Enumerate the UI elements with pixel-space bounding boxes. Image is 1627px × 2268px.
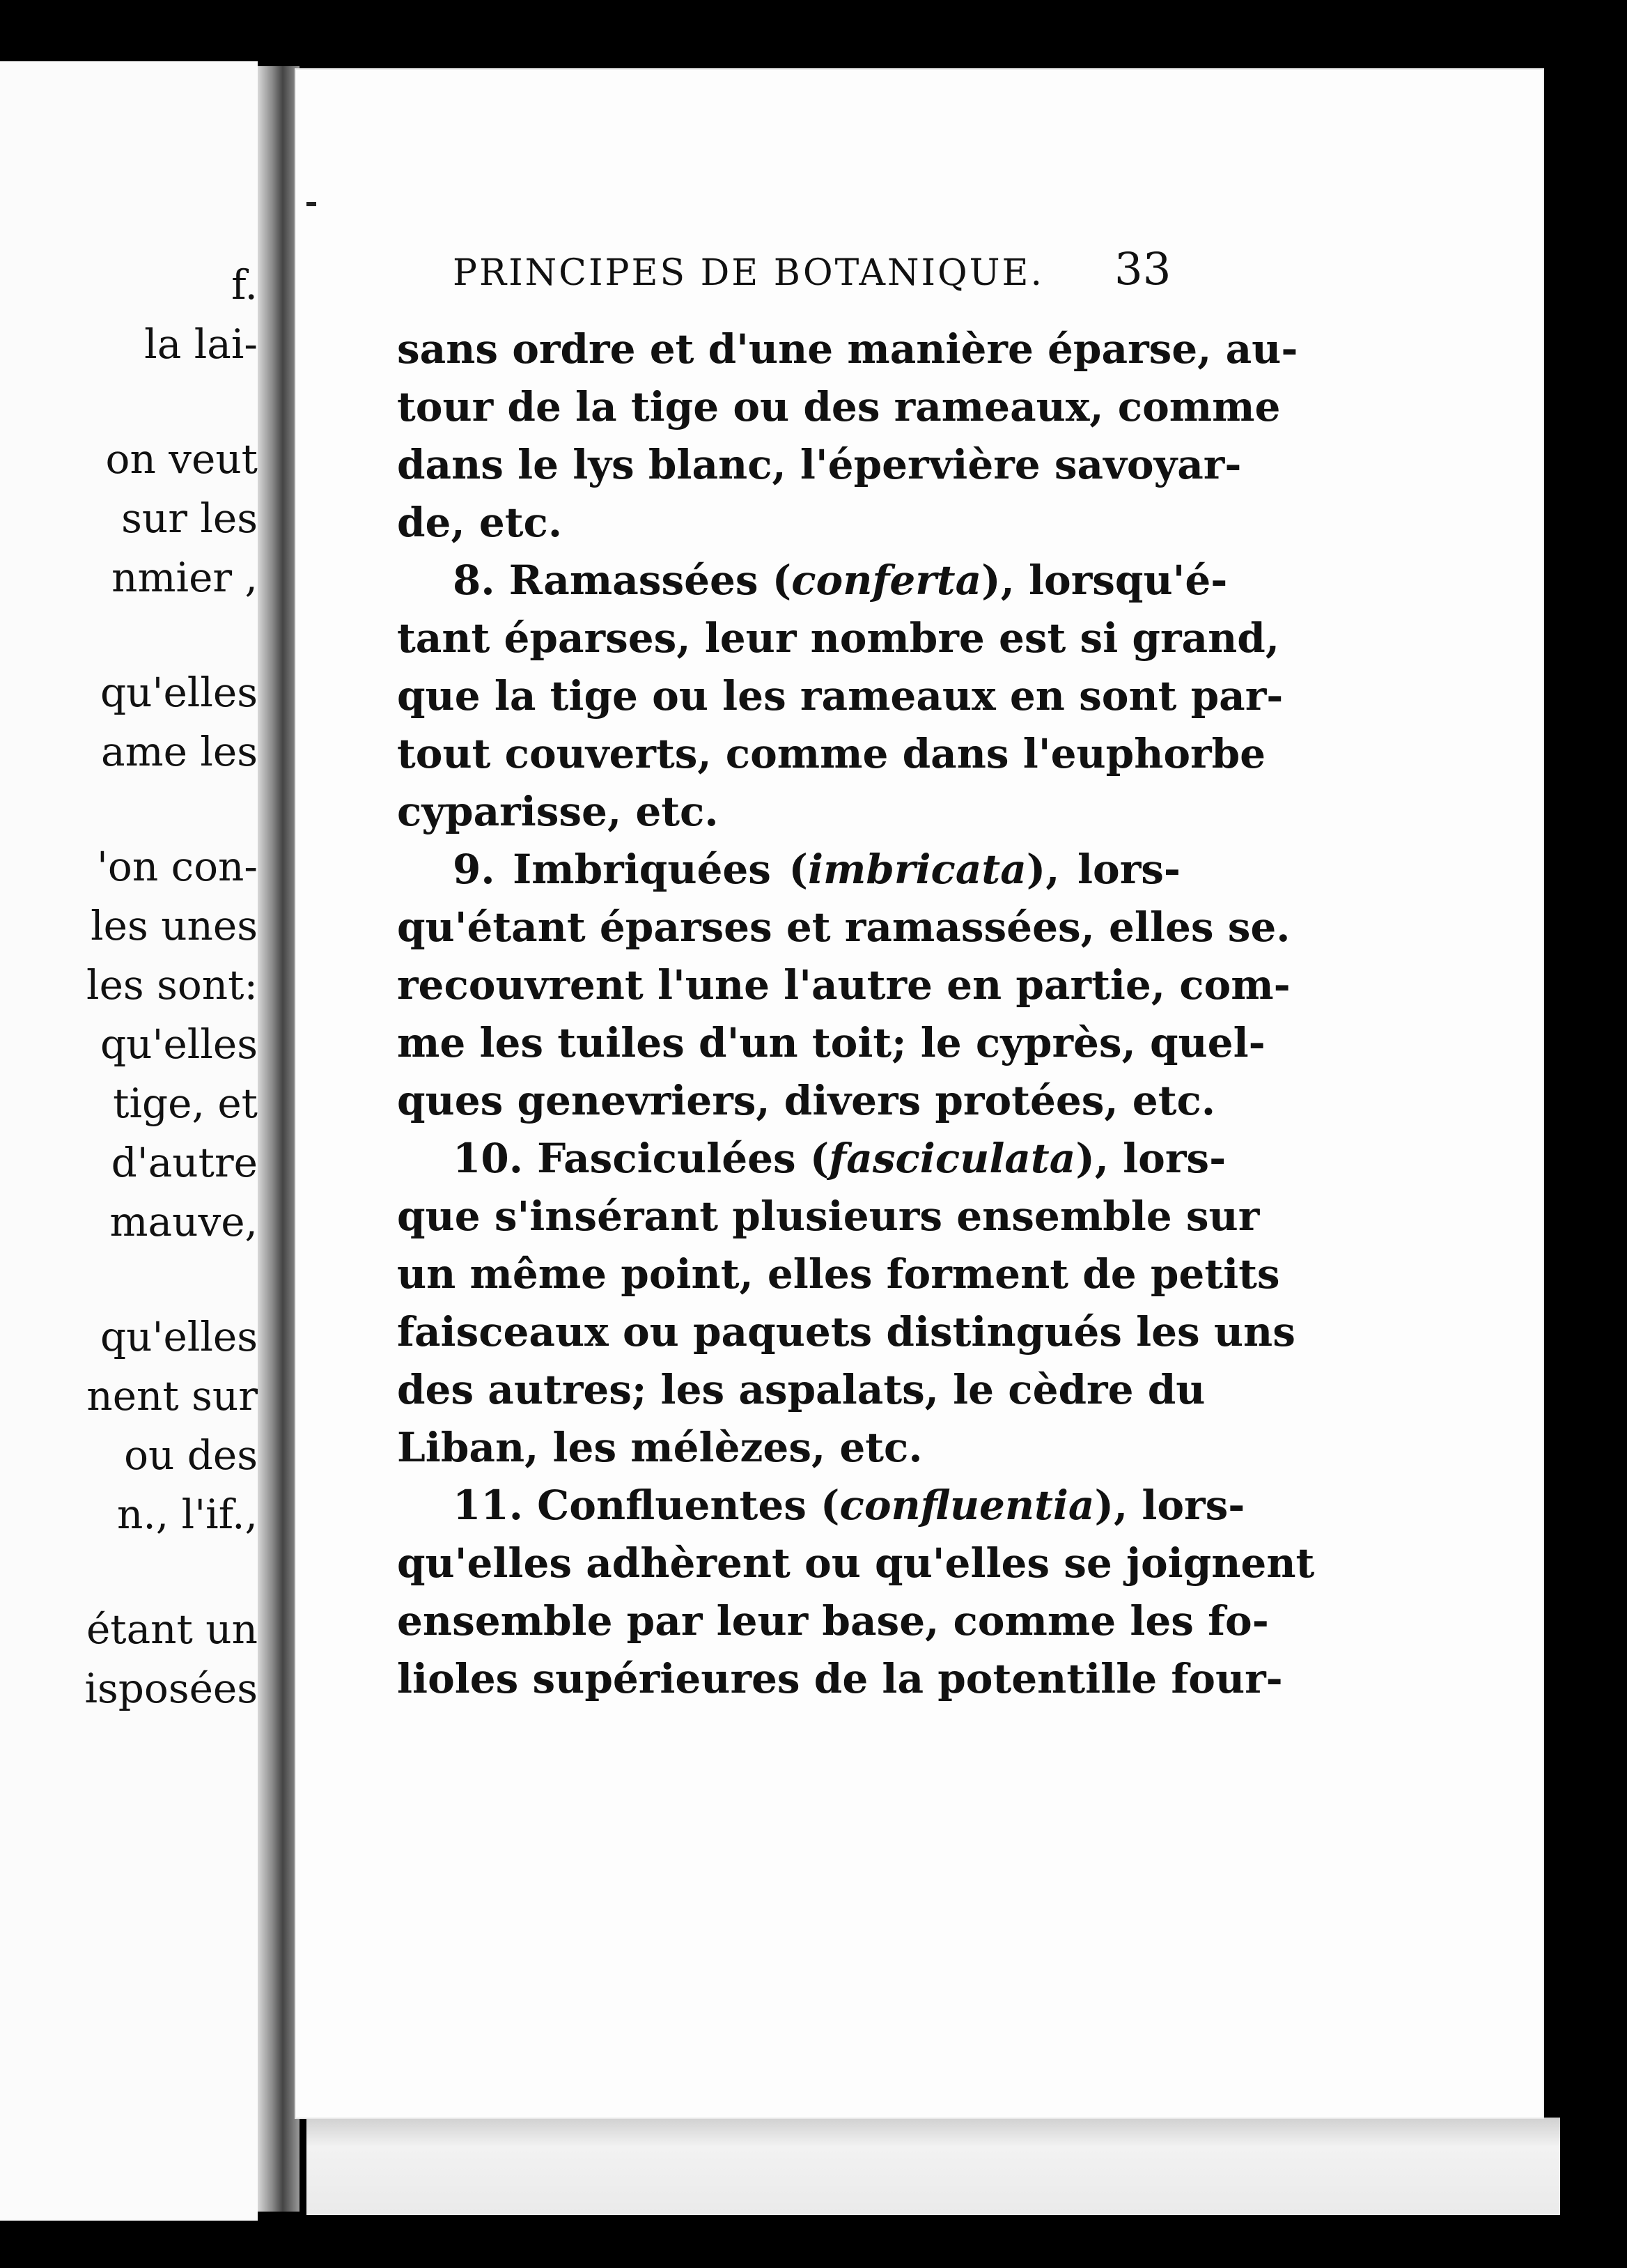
text-segment: tant éparses, leur nombre est si grand, <box>397 614 1280 662</box>
text-line <box>397 667 1284 725</box>
text-line <box>397 436 1242 494</box>
page-edge-shadow <box>306 2118 1560 2215</box>
text-line <box>397 1535 1315 1592</box>
text-line <box>397 725 1266 783</box>
left-page-line: étant un <box>86 1606 258 1653</box>
text-segment: cyparisse, etc. <box>397 788 719 835</box>
text-line <box>397 494 1181 552</box>
text-segment: me les tuiles d'un toit; le cyprès, quel- <box>397 1019 1266 1066</box>
text-segment: ), lors- <box>1094 1482 1245 1529</box>
latin-term: imbricata <box>807 846 1027 893</box>
text-line <box>397 1072 1216 1130</box>
left-page-line: f. <box>231 261 258 309</box>
left-page-line: nmier , <box>111 554 258 601</box>
body-text <box>397 320 1315 1708</box>
text-line <box>397 1014 1266 1072</box>
text-line <box>397 783 1181 841</box>
text-segment: tout couverts, comme dans l'euphorbe <box>397 730 1266 777</box>
page-number: 33 <box>1114 244 1171 295</box>
left-page-line: nent sur <box>86 1372 258 1420</box>
text-segment: qu'elles adhèrent ou qu'elles se joignent <box>397 1539 1315 1587</box>
text-segment: dans le lys blanc, l'épervière savoyar- <box>397 441 1242 488</box>
left-page-line: sur les <box>121 495 258 542</box>
latin-term: fasciculata <box>829 1135 1076 1182</box>
text-line <box>397 320 1298 378</box>
left-page-line: la lai- <box>144 320 258 368</box>
text-segment: ), lors- <box>1026 846 1181 893</box>
left-page-line: isposées <box>84 1665 258 1712</box>
text-line <box>397 378 1281 436</box>
text-segment: ), lorsqu'é- <box>981 557 1228 604</box>
text-segment: 10. Fasciculées ( <box>453 1135 830 1182</box>
left-page-line: les unes <box>91 902 258 949</box>
text-line <box>397 1245 1280 1303</box>
left-page-line: ame les <box>101 728 258 775</box>
left-page-line: les sont: <box>86 961 258 1009</box>
text-segment: un même point, elles forment de petits <box>397 1250 1280 1298</box>
left-page-line: on veut <box>105 435 258 483</box>
text-segment: de, etc. <box>397 499 563 546</box>
text-segment: lioles supérieures de la potentille four- <box>397 1655 1283 1702</box>
text-segment: tour de la tige ou des rameaux, comme <box>397 383 1281 430</box>
text-line <box>397 1650 1283 1708</box>
left-page-line: mauve, <box>109 1198 258 1245</box>
left-page-line: qu'elles <box>100 1020 258 1068</box>
left-page <box>0 61 258 2221</box>
text-segment: recouvrent l'une l'autre en partie, com- <box>397 961 1291 1009</box>
left-page-line: n., l'if., <box>117 1491 258 1538</box>
text-line <box>397 1477 1245 1535</box>
text-line <box>397 1592 1269 1650</box>
text-segment: des autres; les aspalats, le cèdre du <box>397 1366 1206 1413</box>
left-page-line: qu'elles <box>100 1313 258 1360</box>
text-line <box>397 841 1181 899</box>
left-page-line: ou des <box>124 1431 258 1479</box>
text-line <box>397 899 1291 956</box>
text-segment: sans ordre et d'une manière éparse, au- <box>397 325 1298 373</box>
text-segment: 8. Ramassées ( <box>453 557 792 604</box>
text-segment: Liban, les mélèzes, etc. <box>397 1424 923 1471</box>
text-segment: ensemble par leur base, comme les fo- <box>397 1597 1269 1645</box>
ink-mark <box>306 202 316 206</box>
left-page-line: 'on con- <box>96 843 258 890</box>
book-gutter <box>258 66 299 2212</box>
latin-term: confluentia <box>839 1482 1095 1529</box>
left-page-line: qu'elles <box>100 669 258 716</box>
text-segment: 9. Imbriquées ( <box>453 846 808 893</box>
text-line <box>397 1130 1227 1188</box>
text-line <box>397 1419 1181 1477</box>
text-segment: que s'insérant plusieurs ensemble sur <box>397 1193 1260 1240</box>
text-segment: 11. Confluentes ( <box>453 1482 840 1529</box>
text-line <box>397 609 1280 667</box>
text-line <box>397 1361 1206 1419</box>
text-line <box>397 1188 1260 1245</box>
left-page-line: tige, et <box>113 1080 258 1127</box>
text-segment: faisceaux ou paquets distingués les uns <box>397 1308 1295 1356</box>
running-head: PRINCIPES DE BOTANIQUE. <box>453 252 1044 294</box>
text-line <box>397 552 1228 609</box>
text-segment: que la tige ou les rameaux en sont par- <box>397 672 1284 720</box>
text-line <box>397 956 1291 1014</box>
left-page-line: d'autre <box>111 1139 258 1186</box>
text-segment: ques genevriers, divers protées, etc. <box>397 1077 1216 1124</box>
latin-term: conferta <box>791 557 982 604</box>
text-segment: ), lors- <box>1075 1135 1227 1182</box>
text-line <box>397 1303 1295 1361</box>
text-segment: qu'étant éparses et ramassées, elles se. <box>397 903 1291 951</box>
